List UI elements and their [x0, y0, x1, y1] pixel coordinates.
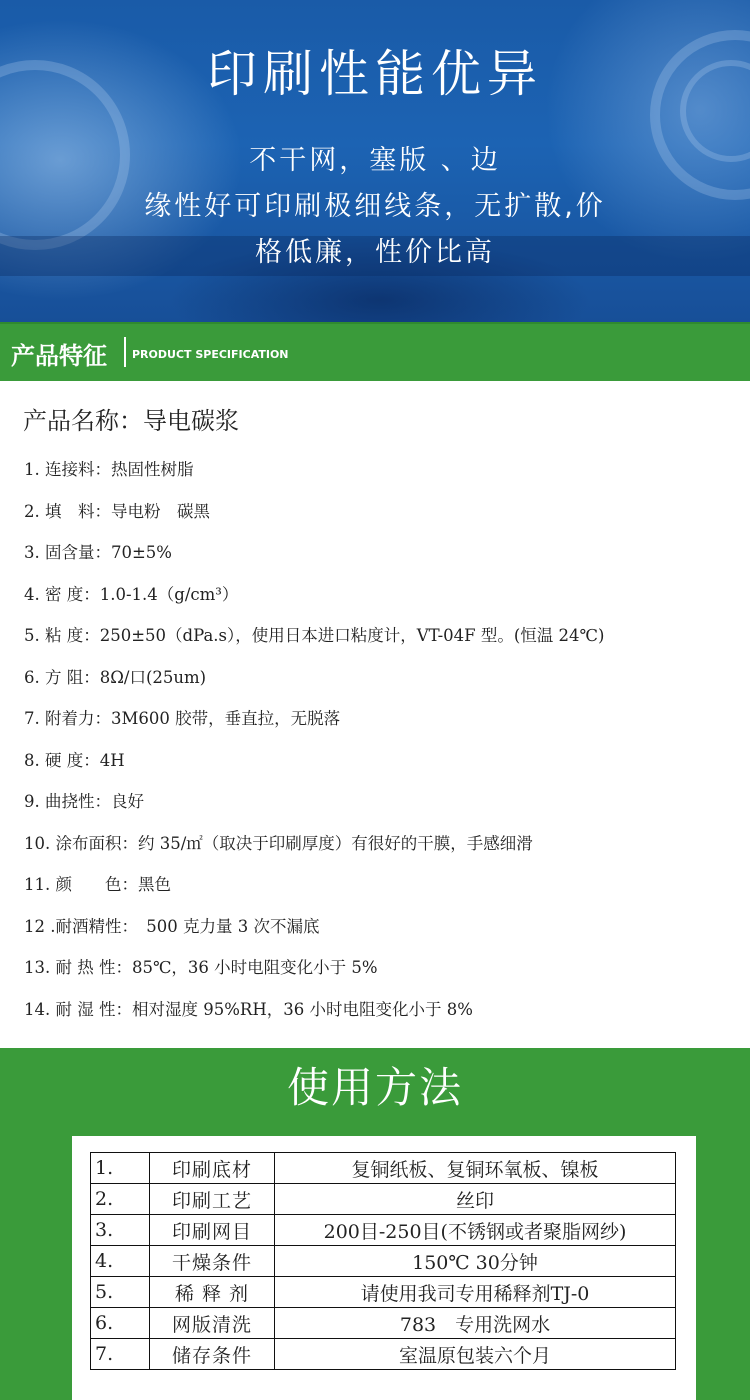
row-number: 7.	[91, 1339, 150, 1370]
row-number: 6.	[91, 1308, 150, 1339]
row-number: 3.	[91, 1215, 150, 1246]
row-label: 印刷网目	[150, 1215, 275, 1246]
usage-title: 使用方法	[286, 1063, 463, 1112]
row-value: 200目-250目(不锈钢或者聚脂网纱)	[275, 1215, 676, 1246]
spec-item: 5. 粘 度：250±50（dPa.s），使用日本进口粘度计，VT-04F 型。(恒温 24℃)	[24, 626, 605, 645]
spec-item: 1. 连接料：热固性树脂	[24, 460, 194, 479]
spec-item: 7. 附着力：3M600 胶带，垂直拉，无脱落	[24, 709, 341, 728]
row-number: 1.	[91, 1153, 150, 1184]
spec-item: 6. 方 阻：8Ω/口(25um)	[24, 667, 207, 687]
usage-panel	[72, 1136, 696, 1400]
row-number: 4.	[91, 1246, 150, 1277]
table-row	[91, 1277, 676, 1308]
row-label: 网版清洗	[150, 1308, 275, 1339]
row-value: 150℃ 30分钟	[275, 1246, 676, 1277]
hero-text-line: 不干网，塞版 、边	[249, 145, 501, 176]
row-value: 丝印	[275, 1184, 676, 1215]
spec-item: 12 .耐酒精性： 500 克力量 3 次不漏底	[24, 916, 320, 936]
row-label: 储存条件	[150, 1339, 275, 1370]
spec-section-subtitle: PRODUCT SPECIFICATION	[132, 348, 289, 361]
spec-item: 2. 填 料：导电粉 碳黑	[24, 501, 210, 521]
spec-section-header	[0, 322, 750, 381]
row-number: 5.	[91, 1277, 150, 1308]
row-label: 稀 释 剂	[150, 1277, 275, 1308]
product-name: 产品名称：导电碳浆	[23, 407, 239, 435]
spec-item: 9. 曲挠性：良好	[24, 792, 144, 811]
table-row	[91, 1308, 676, 1339]
spec-item: 8. 硬 度：4H	[24, 750, 125, 770]
hero-title: 印刷性能优异	[207, 45, 543, 103]
table-row	[91, 1246, 676, 1277]
row-number: 2.	[91, 1184, 150, 1215]
row-value: 室温原包装六个月	[275, 1339, 676, 1370]
spec-item: 13. 耐 热 性：85℃，36 小时电阻变化小于 5%	[24, 958, 378, 977]
spec-item: 14. 耐 湿 性：相对湿度 95%RH，36 小时电阻变化小于 8%	[24, 999, 473, 1019]
spec-item: 10. 涂布面积：约 35/㎡（取决于印刷厚度）有很好的干膜，手感细滑	[24, 833, 533, 853]
spec-section-title: 产品特征	[11, 342, 107, 370]
row-value: 复铜纸板、复铜环氧板、镍板	[275, 1153, 676, 1184]
spec-list	[24, 456, 604, 1037]
table-row	[91, 1153, 676, 1184]
spec-item: 11. 颜 色：黑色	[24, 875, 171, 894]
row-label: 印刷工艺	[150, 1184, 275, 1215]
table-row	[91, 1339, 676, 1370]
usage-section	[0, 1048, 750, 1400]
row-value: 783 专用洗网水	[275, 1308, 676, 1339]
hero-banner	[0, 0, 750, 322]
table-row	[91, 1184, 676, 1215]
table-row	[91, 1215, 676, 1246]
hero-text-line: 格低廉，性价比高	[255, 237, 495, 268]
usage-table	[90, 1152, 676, 1370]
spec-item: 3. 固含量：70±5%	[24, 543, 172, 562]
header-divider	[124, 337, 126, 367]
row-label: 印刷底材	[150, 1153, 275, 1184]
spec-item: 4. 密 度：1.0-1.4（g/cm³）	[24, 584, 239, 604]
row-label: 干燥条件	[150, 1246, 275, 1277]
hero-text-line: 缘性好可印刷极细线条，无扩散,价	[144, 191, 606, 222]
row-value: 请使用我司专用稀释剂TJ-0	[275, 1277, 676, 1308]
